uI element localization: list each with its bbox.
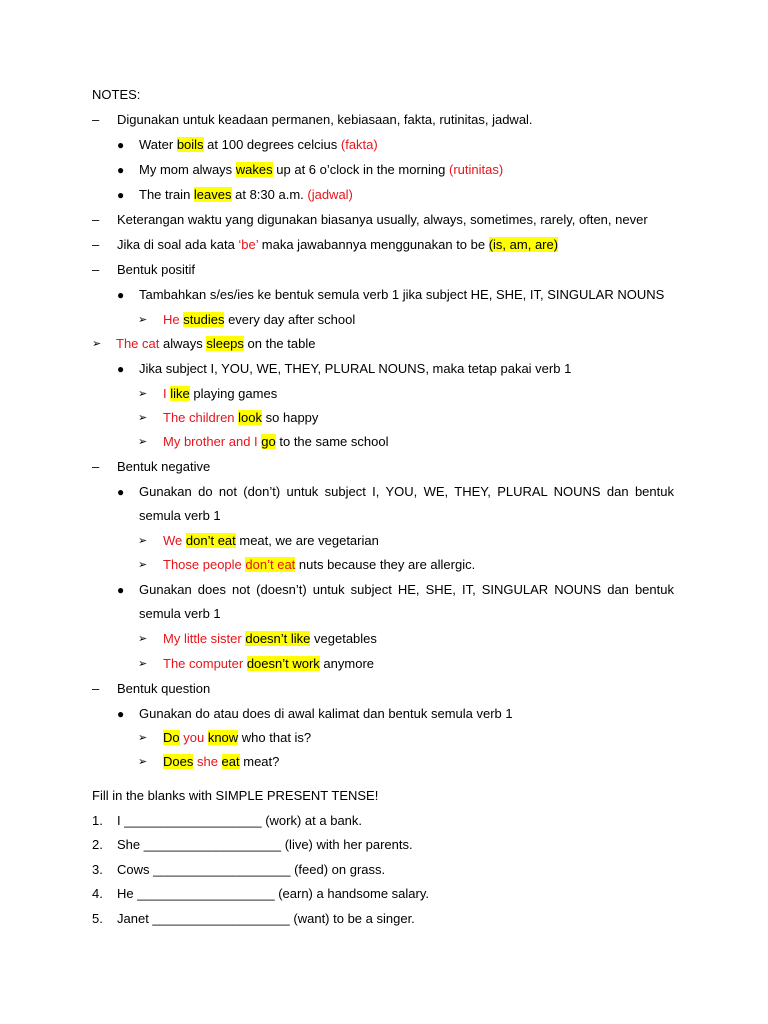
arrow-marker: ➢ <box>138 314 148 326</box>
arrow-marker: ➢ <box>138 388 148 400</box>
exercise-number: 2. <box>92 837 103 852</box>
arrow-marker: ➢ <box>138 732 148 744</box>
negative-rule-doesnt-cont: semula verb 1 <box>139 606 221 621</box>
example-jadwal: The train leaves at 8:30 a.m. (jadwal) <box>139 187 353 202</box>
rule-usage: Digunakan untuk keadaan permanen, kebiasaan, fakta, rutinitas, jadwal. <box>117 112 533 127</box>
exercise-number: 4. <box>92 886 103 901</box>
arrow-marker: ➢ <box>138 756 148 768</box>
rule-time-adverbs: Keterangan waktu yang digunakan biasanya usually, always, sometimes, rarely, often, never <box>117 212 648 227</box>
bullet-marker: ● <box>117 288 125 302</box>
exercise-item: She ___________________ (live) with her parents. <box>117 837 413 852</box>
negative-rule-dont-cont: semula verb 1 <box>139 508 221 523</box>
dash-marker: – <box>92 262 100 277</box>
question-example-1: Do you know who that is? <box>163 730 312 745</box>
rule-to-be: Jika di soal ada kata ‘be’ maka jawabannya menggunakan to be (is, am, are) <box>117 237 559 252</box>
arrow-marker: ➢ <box>138 535 148 547</box>
section-question-title: Bentuk question <box>117 681 211 696</box>
question-rule: Gunakan do atau does di awal kalimat dan bentuk semula verb 1 <box>139 706 513 721</box>
positif-example-3: I like playing games <box>163 386 278 401</box>
exercise-item: I ___________________ (work) at a bank. <box>117 813 363 828</box>
positif-rule-plural: Jika subject I, YOU, WE, THEY, PLURAL NOUNS, maka tetap pakai verb 1 <box>139 361 572 376</box>
positif-example-4: The children look so happy <box>163 410 319 425</box>
exercise-number: 5. <box>92 911 103 926</box>
bullet-marker: ● <box>117 707 125 721</box>
bullet-marker: ● <box>117 485 125 499</box>
bullet-marker: ● <box>117 163 125 177</box>
negative-example-3: My little sister doesn’t like vegetables <box>163 631 377 646</box>
positif-example-5: My brother and I go to the same school <box>163 434 389 449</box>
negative-example-2: Those people don’t eat nuts because they are allergic. <box>163 557 476 572</box>
section-positif-title: Bentuk positif <box>117 262 196 277</box>
positif-rule-singular: Tambahkan s/es/ies ke bentuk semula verb 1 jika subject HE, SHE, IT, SINGULAR NOUNS <box>139 287 665 302</box>
bullet-marker: ● <box>117 583 125 597</box>
arrow-marker: ➢ <box>138 658 148 670</box>
bullet-marker: ● <box>117 362 125 376</box>
negative-example-1: We don’t eat meat, we are vegetarian <box>163 533 379 548</box>
arrow-marker: ➢ <box>138 412 148 424</box>
exercise-number: 1. <box>92 813 103 828</box>
exercise-number: 3. <box>92 862 103 877</box>
bullet-marker: ● <box>117 188 125 202</box>
dash-marker: – <box>92 459 100 474</box>
question-example-2: Does she eat meat? <box>163 754 280 769</box>
negative-example-4: The computer doesn’t work anymore <box>163 656 375 671</box>
arrow-marker: ➢ <box>138 436 148 448</box>
arrow-marker: ➢ <box>138 633 148 645</box>
positif-example-1: He studies every day after school <box>163 312 356 327</box>
positif-example-2: The cat always sleeps on the table <box>116 336 316 351</box>
example-fakta: Water boils at 100 degrees celcius (fakta) <box>139 137 378 152</box>
exercise-item: He ___________________ (earn) a handsome salary. <box>117 886 429 901</box>
notes-title: NOTES: <box>92 87 141 102</box>
example-rutinitas: My mom always wakes up at 6 o’clock in the morning (rutinitas) <box>139 162 504 177</box>
dash-marker: – <box>92 212 100 227</box>
section-negative-title: Bentuk negative <box>117 459 211 474</box>
exercise-item: Janet ___________________ (want) to be a singer. <box>117 911 415 926</box>
negative-rule-dont: Gunakan do not (don’t) untuk subject I, YOU, WE, THEY, PLURAL NOUNS dan bentuk <box>139 484 674 499</box>
negative-rule-doesnt: Gunakan does not (doesn’t) untuk subject HE, SHE, IT, SINGULAR NOUNS dan bentuk <box>139 582 674 597</box>
exercise-item: Cows ___________________ (feed) on grass. <box>117 862 386 877</box>
arrow-marker: ➢ <box>138 559 148 571</box>
arrow-marker: ➢ <box>92 338 102 350</box>
bullet-marker: ● <box>117 138 125 152</box>
dash-marker: – <box>92 681 100 696</box>
dash-marker: – <box>92 237 100 252</box>
exercise-title: Fill in the blanks with SIMPLE PRESENT TENSE! <box>92 788 379 803</box>
dash-marker: – <box>92 112 100 127</box>
